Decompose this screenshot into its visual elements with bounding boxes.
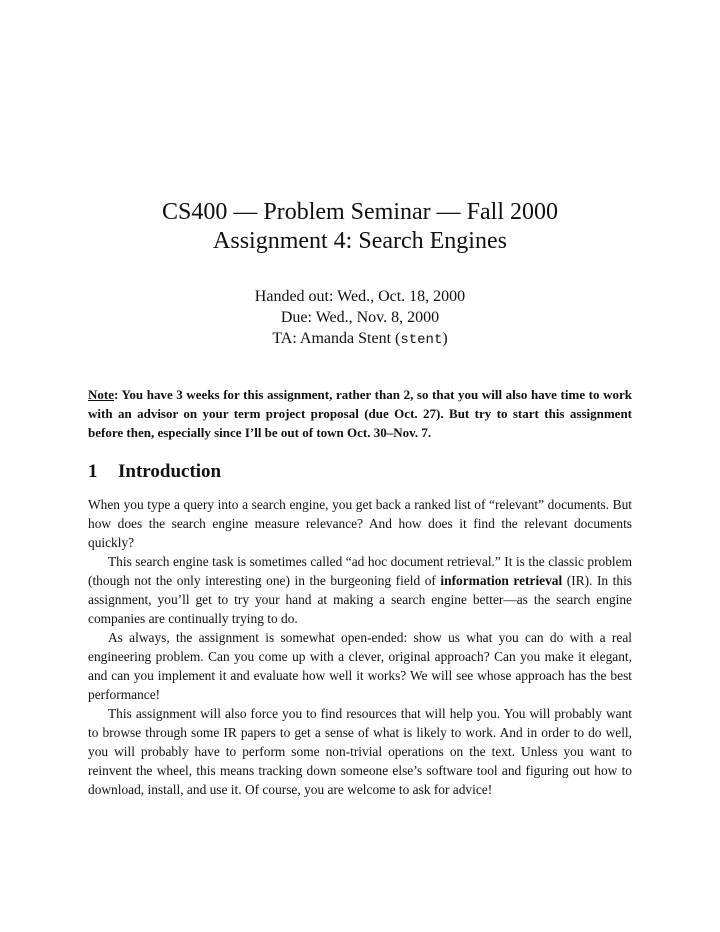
assignment-meta: [0, 286, 720, 351]
note-label: Note: [88, 387, 114, 402]
document-title: [0, 198, 720, 256]
paragraph-2: [88, 552, 632, 628]
ta-login: stent: [400, 332, 443, 348]
section-number: 1: [88, 461, 98, 482]
paragraph-2-end: (IR). In this assignment, you’ll get to try your hand at making a search engine better—as the search engine companies are continually trying to do.: [88, 573, 633, 626]
term-information-retrieval: information retrieval: [440, 573, 563, 588]
note-paragraph: [88, 385, 632, 442]
ta-info: [0, 328, 720, 351]
paragraph-4: This assignment will also force you to find resources that will help you. You will probably want to browse through some IR papers to get a sense of what is likely to work. And in order to do well, you will probably have to perform some non-trivial operations on the text. Unless you want to reinvent the wheel, this means tracking down someone else’s software tool and figuring out how to download, install, and use it. Of course, you are welcome to ask for advice!: [88, 706, 632, 797]
course-title: CS400 — Problem Seminar — Fall 2000: [162, 199, 558, 225]
paragraph-2-start: This search engine task is sometimes called “ad hoc document retrieval.” It is the classic problem (though not the only interesting one) in the burgeoning field of: [88, 554, 632, 588]
section-heading-introduction: [88, 459, 221, 485]
paragraph-3: As always, the assignment is somewhat open-ended: show us what you can do with a real engineering problem. Can you come up with a clever, original approach? Can you make it elegant, and can you implement it and evaluate how well it works? We will see whose approach has the best performance!: [88, 630, 632, 702]
introduction-body: [88, 495, 632, 799]
due-date: Due: Wed., Nov. 8, 2000: [280, 309, 440, 326]
ta-suffix: ): [442, 330, 448, 347]
ta-name: TA: Amanda Stent (: [272, 330, 401, 347]
handed-out-date: Handed out: Wed., Oct. 18, 2000: [254, 288, 466, 305]
note-text: : You have 3 weeks for this assignment, rather than 2, so that you will also have time to work with an advisor on your term project proposal (due Oct. 27). But try to start this assignment before then, especially since I’ll be out of town Oct. 30–Nov. 7.: [88, 387, 632, 440]
section-title: Introduction: [118, 461, 222, 482]
assignment-title: Assignment 4: Search Engines: [213, 228, 507, 254]
paragraph-1: When you type a query into a search engine, you get back a ranked list of “relevant” documents. But how does the search engine measure relevance? And how does it find the relevant documents quickly?: [88, 497, 632, 550]
